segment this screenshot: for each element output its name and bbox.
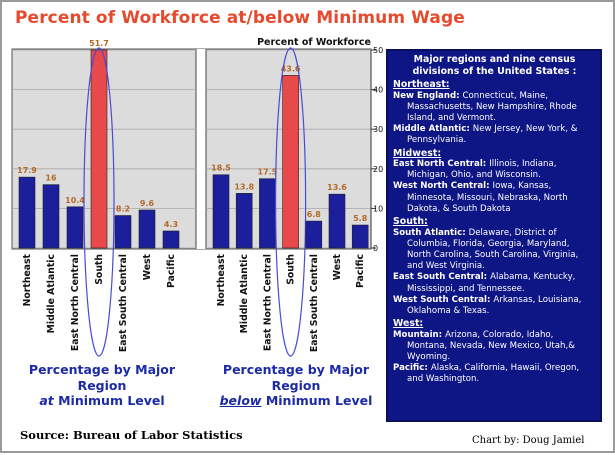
division-name: East North Central: [393, 159, 490, 170]
y-tick-label: 0 [373, 244, 379, 253]
data-label: 13.8 [234, 182, 255, 192]
data-label: 16 [45, 173, 57, 183]
y-tick-label: 20 [373, 164, 384, 174]
region-name: West: [393, 318, 424, 330]
data-label: 51.7 [89, 39, 109, 48]
data-label: 18.5 [211, 163, 231, 173]
y-tick-label: 30 [373, 125, 384, 135]
left-caption-line-1: Percentage by Major [28, 362, 176, 377]
data-label: 8.2 [115, 204, 131, 214]
category-label: Middle Atlantic [46, 254, 57, 334]
division-states: Connecticut, Maine, Massachusetts, New Hampshire, Rhode Island, and Vermont. [407, 90, 577, 123]
left-caption-emphasis: at [39, 393, 54, 408]
division-name: West North Central: [393, 181, 493, 192]
bar [213, 175, 229, 248]
category-label: Northeast [22, 254, 33, 307]
region-west [393, 318, 596, 386]
division-item [393, 124, 596, 146]
division-states: Arizona, Colorado, Idaho, Montana, Nevada, New Mexico, Utah,& Wyoming. [407, 329, 575, 363]
region-midwest [393, 148, 596, 216]
division-item [393, 228, 596, 273]
right-chart-caption [196, 362, 396, 409]
data-label: 4.3 [163, 219, 179, 229]
division-name: West South Central: [393, 294, 494, 305]
right-caption-emphasis: below [219, 393, 262, 408]
bar [163, 231, 179, 248]
data-label: 43.6 [280, 64, 301, 74]
chart-divider-gap [196, 49, 206, 249]
bar [352, 225, 368, 248]
data-label: 5.8 [353, 214, 368, 224]
category-label: East North Central [70, 254, 81, 352]
bar [236, 193, 252, 248]
category-label: Pacific [166, 254, 177, 288]
category-label: Northeast [216, 254, 227, 307]
division-item [393, 295, 596, 317]
bar [306, 221, 322, 248]
y-tick-label: 50 [373, 46, 384, 55]
left-chart-caption [18, 362, 186, 409]
bar [91, 50, 107, 248]
category-label: South [94, 254, 105, 285]
data-label: 10.4 [65, 195, 85, 205]
division-states: Arkansas, Louisiana, Oklahoma & Texas. [407, 294, 582, 316]
y-tick-label: 40 [373, 85, 384, 95]
bar [139, 210, 155, 248]
division-name: Pacific: [393, 363, 431, 374]
right-caption-line-4: Minimum Level [265, 393, 373, 408]
bar [19, 177, 35, 248]
division-states: Illinois, Indiana, Michigan, Ohio, and Wisconsin. [407, 159, 557, 181]
division-item [393, 91, 596, 125]
data-label: 17.9 [17, 166, 37, 176]
division-name: South Atlantic: [393, 227, 469, 238]
data-label: 6.8 [306, 210, 321, 220]
data-label: 13.6 [327, 183, 347, 193]
division-name: New England: [393, 90, 463, 101]
region-name: Northeast: [393, 79, 450, 90]
right-caption-line-1: Percentage by Major [222, 362, 370, 377]
division-item [393, 272, 596, 294]
category-label: Middle Atlantic [239, 254, 251, 334]
right-caption-line-2: Region [271, 377, 321, 393]
division-name: Middle Atlantic: [393, 124, 473, 135]
category-label: East South Central [308, 254, 320, 353]
category-label: West [142, 254, 153, 281]
chart-credit: Chart by: Doug Jamiel [472, 435, 585, 446]
bar [43, 185, 59, 248]
bar [67, 207, 83, 248]
division-states: Iowa, Kansas, Minnesota, Missouri, Nebraska, North Dakota, & South Dakota [407, 181, 568, 214]
chart-title: Percent of Workforce at/below Minimum Wage [15, 8, 465, 28]
y-tick-label: 10 [373, 204, 384, 214]
left-caption-line-4: Minimum Level [58, 393, 165, 408]
bar [115, 216, 131, 248]
division-item [393, 181, 596, 215]
category-label: Pacific [355, 254, 367, 288]
division-states: Alaska, California, Hawaii, Oregon, and Washington. [407, 363, 580, 385]
category-label: East South Central [118, 254, 129, 353]
y-axis-label: Percent of Workforce [257, 37, 371, 48]
division-states: New Jersey, New York, & Pennsylvania. [407, 124, 578, 146]
panel-heading: Major regions and nine census divisions of the United States : [412, 54, 577, 77]
bar [259, 179, 275, 248]
census-divisions-panel [386, 49, 602, 422]
division-name: East South Central: [393, 272, 491, 283]
division-states: Delaware, District of Columbia, Florida, Georgia, Maryland, North Carolina, South Carolina, Virginia, and West Virginia. [407, 227, 579, 272]
division-item [393, 159, 596, 181]
bar [283, 75, 299, 248]
division-states: Alabama, Kentucky, Mississippi, and Tennessee. [407, 272, 576, 294]
category-label: South [285, 254, 297, 285]
data-label: 9.6 [139, 198, 155, 208]
region-northeast [393, 79, 596, 147]
left-caption-line-2: Region [77, 377, 127, 393]
division-name: Mountain: [393, 329, 446, 340]
category-label: East North Central [262, 254, 274, 352]
category-label: West [332, 254, 343, 281]
region-south [393, 216, 596, 317]
data-label: 17.5 [257, 167, 278, 177]
region-name: South: [393, 216, 428, 228]
bar [329, 194, 345, 248]
division-item [393, 363, 596, 385]
source-note: Source: Bureau of Labor Statistics [20, 428, 243, 442]
region-name: Midwest: [393, 147, 442, 159]
division-item [393, 330, 596, 364]
panel-body [393, 79, 596, 386]
